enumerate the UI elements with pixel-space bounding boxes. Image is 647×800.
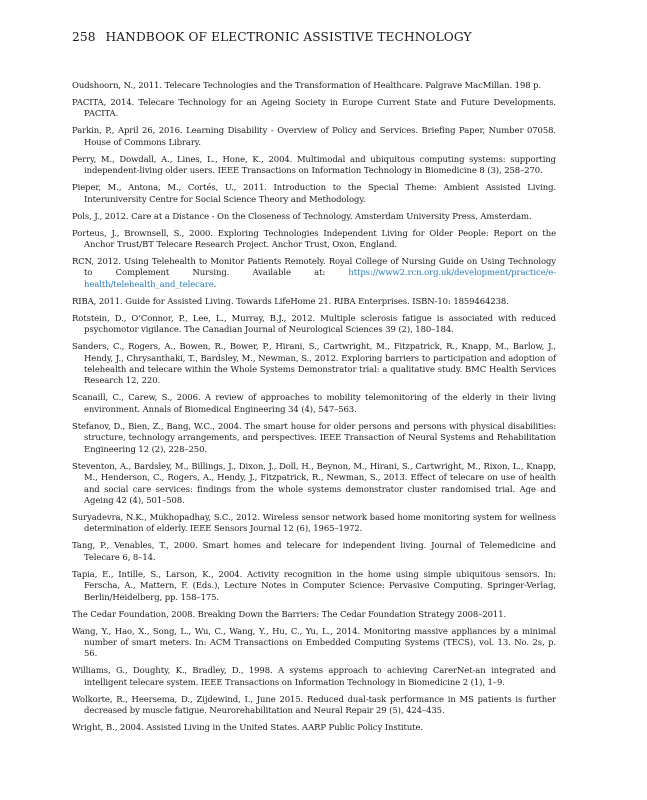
reference-stefanov-2004 <box>72 421 556 455</box>
reference-text: Rotstein, D., O’Connor, P., Lee, L., Murray, B.J., 2012. Multiple sclerosis fatigue is associated with reduced psychomotor vigilance. The Canadian Journal of Neurological Sciences 39 (2), 180–184. <box>72 312 556 335</box>
reference-pieper-2011 <box>72 182 556 205</box>
reference-text: Scanaill, C., Carew, S., 2006. A review of approaches to mobility telemonitoring of the elderly in their living environment. Annals of Biomedical Engineering 34 (4), 547–563. <box>72 392 556 414</box>
reference-cedar-2008 <box>72 609 556 620</box>
reference-tang-2000 <box>72 540 556 563</box>
reference-list <box>72 80 556 739</box>
reference-williams-1998 <box>72 665 556 688</box>
reference-text: Wright, B., 2004. Assisted Living in the United States. AARP Public Policy Institute. <box>72 722 424 733</box>
reference-text: RCN, 2012. Using Telehealth to Monitor Patients Remotely. Royal College of Nursing Guide on Using Technology to Complement Nursing. Available at: <box>72 256 556 278</box>
rcn-telehealth-link[interactable]: https://www2.rcn.org.uk/development/practice/e-health/telehealth_and_telecare <box>84 267 556 289</box>
reference-porteus-2000 <box>72 228 556 251</box>
reference-suryadevra-2012 <box>72 512 556 535</box>
page-number: 258 <box>72 30 96 44</box>
reference-sanders-2012 <box>72 341 556 387</box>
reference-oudshoorn-2011 <box>72 80 556 91</box>
reference-text: Pols, J., 2012. Care at a Distance - On the Closeness of Technology. Amsterdam University Press, Amsterdam. <box>72 210 532 221</box>
reference-text: Pieper, M., Antona, M., Cortés, U., 2011. Introduction to the Special Theme: Ambient Assisted Living. Interuniversity Centre for Social Science Theory and Methodology. <box>72 182 556 204</box>
reference-pols-2012 <box>72 211 556 222</box>
reference-text: Williams, G., Doughty, K., Bradley, D., 1998. A systems approach to achieving CarerNet-an integrated and intelligent telecare system. IEEE Transactions on Information Technology in Biomedicine 2 (1), 1–9. <box>72 665 556 687</box>
reference-text: Oudshoorn, N., 2011. Telecare Technologies and the Transformation of Healthcare. Palgrave MacMillan. 198 p. <box>72 80 542 90</box>
book-title: HANDBOOK OF ELECTRONIC ASSISTIVE TECHNOLOGY <box>105 30 472 44</box>
reference-rcn-2012 <box>72 256 556 290</box>
reference-text: Wang, Y., Hao, X., Song, L., Wu, C., Wang, Y., Hu, C., Yu, L., 2014. Monitoring massive appliances by a minimal number of smart meters. In: ACM Transactions on Embedded Computing Systems (TECS), vol. 13. No. 2s, p. 56. <box>72 625 556 659</box>
reference-riba-2011 <box>72 296 556 307</box>
reference-text: Wolkorte, R., Heersema, D., Zijdewind, I., June 2015. Reduced dual-task performance in MS patients is further decreased by muscle fatigue. Neurorehabilitation and Neural Repair 29 (5), 424–435. <box>72 693 556 716</box>
reference-text: Tapia, E., Intille, S., Larson, K., 2004. Activity recognition in the home using simple ubiquitous sensors. In: Ferscha, A., Mattern, F. (Eds.), Lecture Notes in Computer Science: Pervasive Computing. Springer-Verlag, Berlin/Heidelberg, pp. 158–175. <box>72 568 556 602</box>
reference-wright-2004 <box>72 722 556 733</box>
reference-text: The Cedar Foundation, 2008. Breaking Down the Barriers: The Cedar Foundation Strategy 2008–2011. <box>72 608 507 619</box>
reference-text: PACITA, 2014. Telecare Technology for an Ageing Society in Europe Current State and Future Developments. PACITA. <box>72 97 556 119</box>
reference-wang-2014 <box>72 626 556 660</box>
reference-text: Sanders, C., Rogers, A., Bowen, R., Bower, P., Hirani, S., Cartwright, M., Fitzpatrick, R., Knapp, M., Barlow, J., Hendy, J., Chrysanthaki, T., Bardsley, M., Newman, S., 2012. Exploring barriers to participation and adoption of telehealth and telecare within the Whole Systems Demonstrator trial: a qualitative study. BMC Health Services Research 12, 220. <box>72 341 556 386</box>
reference-steventon-2013 <box>72 461 556 507</box>
running-header <box>72 30 472 44</box>
reference-wolkorte-2015 <box>72 694 556 717</box>
reference-tapia-2004 <box>72 569 556 603</box>
reference-scanaill-2006 <box>72 392 556 415</box>
reference-pacita-2014 <box>72 97 556 120</box>
reference-text-end: . <box>213 278 217 289</box>
reference-parkin-2016 <box>72 125 556 148</box>
reference-text: Steventon, A., Bardsley, M., Billings, J., Dixon, J., Doll, H., Beynon, M., Hirani, S., Cartwright, M., Rixon, L., Knapp, M., Henderson, C., Rogers, A., Hendy, J., Fitzpatrick, R., Newman, S., 2013. Effect of telecare on use of health and social care services: findings from the whole systems demonstrator cluster randomised trial. Age and Ageing 42 (4), 501–508. <box>72 460 556 505</box>
reference-text: Tang, P., Venables, T., 2000. Smart homes and telecare for independent living. Journal of Telemedicine and Telecare 6, 8–14. <box>72 540 556 562</box>
reference-text: Parkin, P., April 26, 2016. Learning Disability - Overview of Policy and Services. Briefing Paper, Number 07058. House of Commons Library. <box>72 125 556 147</box>
reference-text: Suryadevra, N.K., Mukhopadhay, S.C., 2012. Wireless sensor network based home monitoring system for wellness determination of elderly. IEEE Sensors Journal 12 (6), 1965–1972. <box>72 511 556 534</box>
reference-perry-2004 <box>72 154 556 177</box>
reference-text: Porteus, J., Brownsell, S., 2000. Exploring Technologies Independent Living for Older People: Report on the Anchor Trust/BT Telecare Research Project. Anchor Trust, Oxon, England. <box>72 227 556 250</box>
reference-rotstein-2012 <box>72 313 556 336</box>
reference-text: Stefanov, D., Bien, Z., Bang, W.C., 2004. The smart house for older persons and persons with physical disabilities: structure, technology arrangements, and perspectives. IEEE Transaction of Neural Systems and Rehabilitation Engineering 12 (2), 228–250. <box>72 420 556 454</box>
reference-text: RIBA, 2011. Guide for Assisted Living. Towards LifeHome 21. RIBA Enterprises. ISBN-10: 1859464238. <box>72 295 509 306</box>
reference-text: Perry, M., Dowdall, A., Lines, L., Hone, K., 2004. Multimodal and ubiquitous computing systems: supporting independent-living older users. IEEE Transactions on Information Technology in Biomedicine 8 (3), 258–270. <box>72 153 556 176</box>
